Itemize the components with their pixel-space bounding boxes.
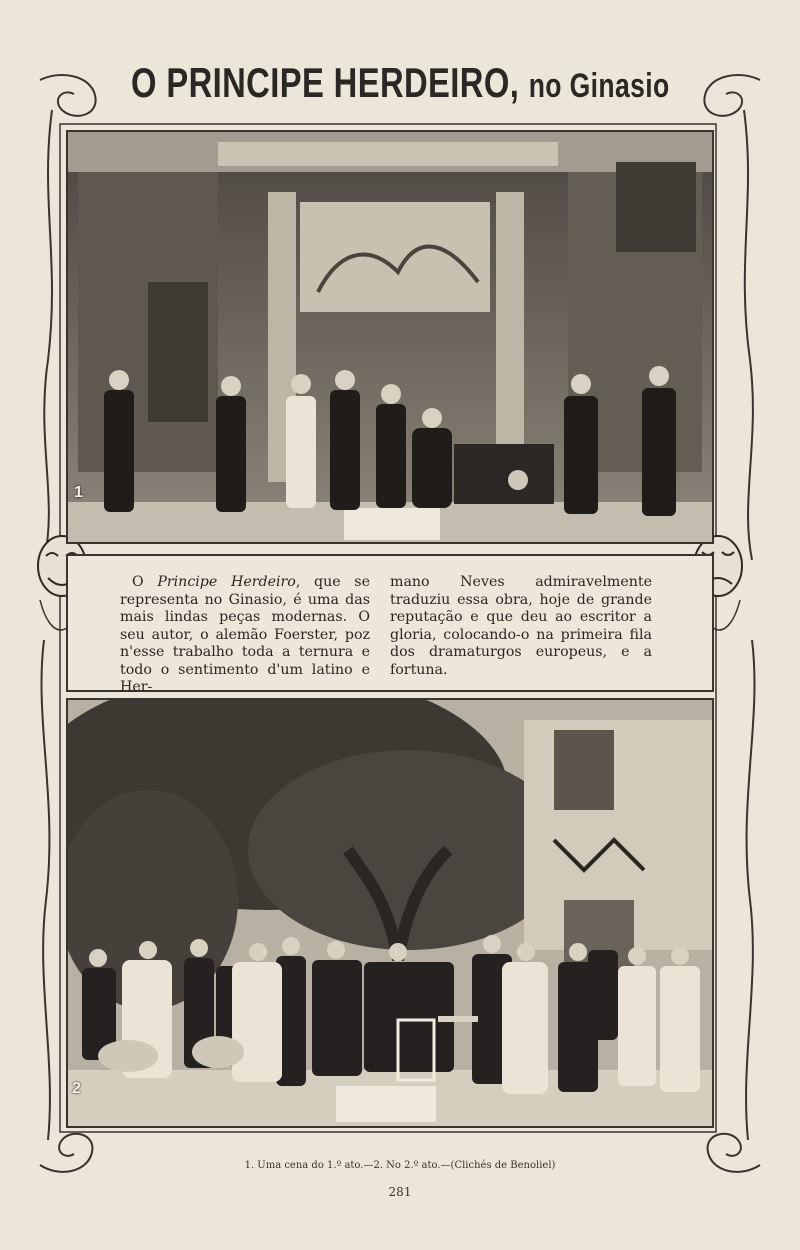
photo-caption: 1. Uma cena do 1.º ato.—2. No 2.º ato.—(Clichés de Benoliel) xyxy=(244,1160,556,1171)
photo-number-one: 1 xyxy=(74,484,83,501)
page-title xyxy=(100,52,700,114)
photo-number-two: 2 xyxy=(72,1080,81,1097)
title-suffix: no Ginasio xyxy=(528,67,670,105)
article-box xyxy=(66,554,714,695)
article-start: O xyxy=(132,574,158,590)
play-title: Principe Herdeiro xyxy=(157,574,296,590)
stage-scene-illustration xyxy=(68,132,712,542)
article-column-two: mano Neves admiravelmente traduziu essa obra, hoje de grande reputação e que deu ao escritor a gloria, colocando-o na primeira fila dos dramaturgos europeus, e a fortuna. xyxy=(390,574,652,678)
title-main: O PRINCIPE HERDEIRO, xyxy=(130,59,519,106)
garden-scene-illustration xyxy=(68,700,712,1126)
page-number: 281 xyxy=(388,1185,412,1199)
article-column-one xyxy=(120,574,370,697)
photo-act-two xyxy=(66,698,714,1128)
article-column-one-text: , que se representa no Ginasio, é uma das mais lindas peças modernas. O seu autor, o alemão Foerster, poz n'esse trabalho toda a ternura e todo o sentimento d'um latino e Her- xyxy=(120,574,370,695)
photo-act-one xyxy=(66,130,714,544)
